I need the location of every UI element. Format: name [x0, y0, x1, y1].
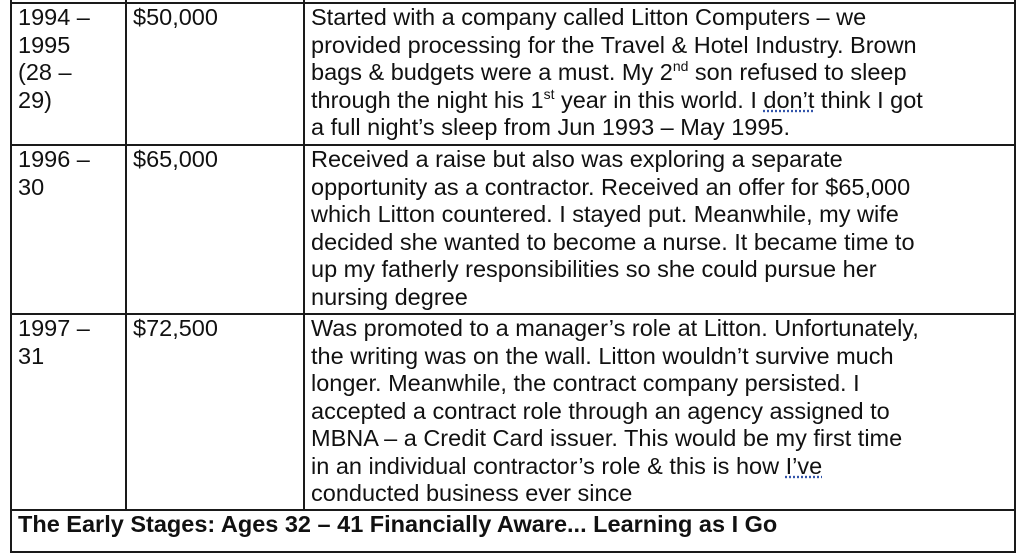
salary-cell: $65,000	[126, 145, 304, 314]
description-cell: Was promoted to a manager’s role at Litton. Unfortunately, the writing was on the wall. Litton wouldn’t survive much longer. Meanwhile, the contract company persisted. I accepted a contract role through an agency assigned to MBNA – a Credit Card issuer. This would be my first time in an individual contractor’s role & this is how I’ve conducted business ever since	[304, 314, 1015, 510]
salary-history-table	[10, 0, 1016, 553]
table-row	[11, 314, 1015, 510]
description-cell: Received a raise but also was exploring a separate opportunity as a contractor. Received an offer for $65,000 which Litton countered. I stayed put. Meanwhile, my wife decided she wanted to become a nurse. It became time to up my fatherly responsibilities so she could pursue her nursing degree	[304, 145, 1015, 314]
table-row	[11, 3, 1015, 145]
section-heading: The Early Stages: Ages 32 – 41 Financially Aware... Learning as I Go	[11, 510, 1015, 552]
salary-cell: $50,000	[126, 3, 304, 145]
salary-cell: $72,500	[126, 314, 304, 510]
year-cell: 1996 – 30	[11, 145, 126, 314]
spellcheck-underline: I’ve	[785, 452, 823, 479]
spellcheck-underline: don’t	[763, 86, 815, 113]
year-cell: 1997 – 31	[11, 314, 126, 510]
description-cell: Started with a company called Litton Computers – we provided processing for the Travel & Hotel Industry. Brown bags & budgets were a must. My 2nd son refused to sleep through the night his 1st year in this world. I don’t think I got a full night’s sleep from Jun 1993 – May 1995.	[304, 3, 1015, 145]
document-page	[10, 0, 1014, 553]
table-row	[11, 145, 1015, 314]
year-cell: 1994 – 1995 (28 – 29)	[11, 3, 126, 145]
section-heading-row	[11, 510, 1015, 552]
